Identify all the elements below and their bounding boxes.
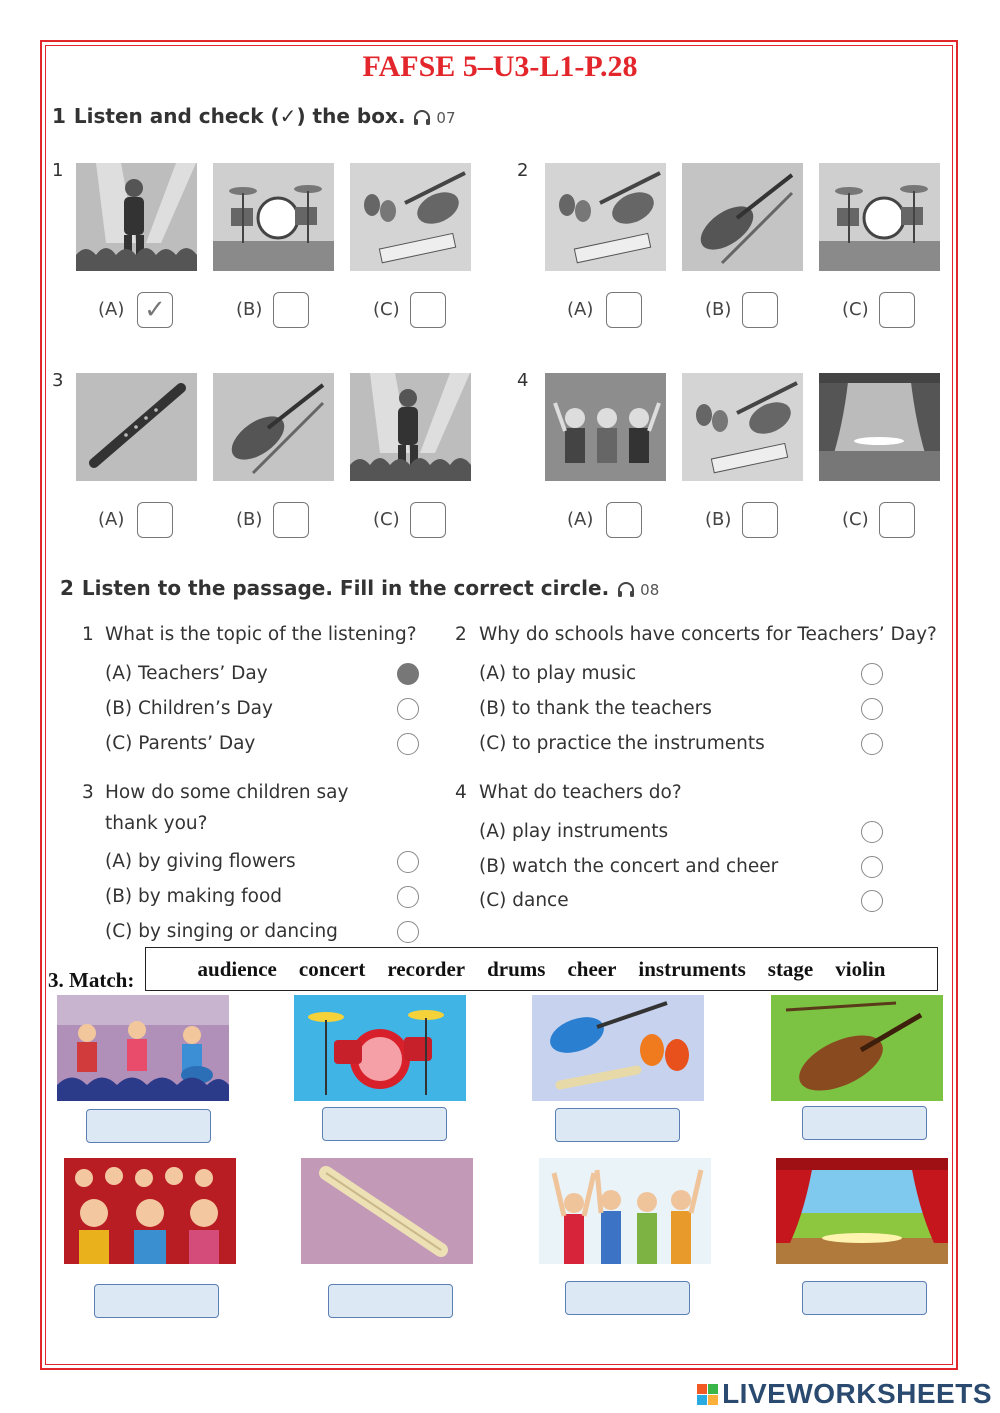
s1-q2-pic-a-instruments: [545, 163, 666, 271]
s2-q3-radio-a[interactable]: [397, 851, 419, 873]
headphones-icon: [412, 108, 432, 128]
s2-q1-number: 1: [82, 624, 94, 645]
s1-q2-number: 2: [517, 160, 529, 181]
s2-q1-option-c: (C) Parents’ Day: [105, 733, 256, 754]
s2-q1-radio-c[interactable]: [397, 733, 419, 755]
s2-q2-number: 2: [455, 624, 467, 645]
s2-q2-option-c: (C) to practice the instruments: [479, 733, 765, 754]
match-pic-cheer: [539, 1158, 711, 1264]
s2-q4-option-a: (A) play instruments: [479, 821, 669, 842]
answer-box-3[interactable]: [555, 1108, 680, 1142]
word-violin[interactable]: violin: [835, 956, 886, 981]
s2-q3-option-b: (B) by making food: [105, 886, 283, 907]
s1-q4-pic-c-stage: [819, 373, 940, 481]
s1-q3-pic-c-singer: [350, 373, 471, 481]
s1-q1-option-a: (A): [98, 299, 125, 320]
s1-q1-pic-c-instruments: [350, 163, 471, 271]
s2-q3-radio-b[interactable]: [397, 886, 419, 908]
match-pic-instruments: [532, 995, 704, 1101]
s1-q3-checkbox-a[interactable]: [137, 502, 173, 538]
section2-heading: [60, 576, 659, 600]
s2-q4-option-b: (B) watch the concert and cheer: [479, 856, 779, 877]
s1-q3-option-c: (C): [373, 509, 400, 530]
s1-q2-option-c: (C): [842, 299, 869, 320]
s2-q4-radio-b[interactable]: [861, 856, 883, 878]
s1-q2-option-b: (B): [705, 299, 732, 320]
section2-number: 2: [60, 576, 74, 600]
s1-q3-number: 3: [52, 370, 64, 391]
s2-q3-radio-c[interactable]: [397, 921, 419, 943]
s1-q3-option-a: (A): [98, 509, 125, 530]
word-audience[interactable]: audience: [197, 956, 277, 981]
word-cheer[interactable]: cheer: [567, 956, 617, 981]
s2-q1-option-b: (B) Children’s Day: [105, 698, 273, 719]
s1-q4-checkbox-b[interactable]: [742, 502, 778, 538]
s2-q3-question-line2: thank you?: [105, 813, 208, 834]
s2-q3-number: 3: [82, 782, 94, 803]
section2-track: 08: [640, 581, 660, 599]
match-pic-recorder: [301, 1158, 473, 1264]
s2-q1-radio-a[interactable]: [397, 663, 419, 685]
answer-box-1[interactable]: [86, 1109, 211, 1143]
s1-q4-option-a: (A): [567, 509, 594, 530]
s2-q1-option-a: (A) Teachers’ Day: [105, 663, 268, 684]
worksheet-title: FAFSE 5–U3-L1-P.28: [362, 50, 638, 83]
s1-q2-checkbox-a[interactable]: [606, 292, 642, 328]
s1-q3-option-b: (B): [236, 509, 263, 530]
s2-q3-question-line1: How do some children say: [105, 782, 349, 803]
s1-q4-number: 4: [517, 370, 529, 391]
s1-q1-checkbox-b[interactable]: [273, 292, 309, 328]
checkmark-icon: ✓: [144, 295, 166, 325]
s2-q4-radio-a[interactable]: [861, 821, 883, 843]
s1-q1-option-b: (B): [236, 299, 263, 320]
s2-q2-radio-b[interactable]: [861, 698, 883, 720]
s1-q2-checkbox-c[interactable]: [879, 292, 915, 328]
headphones-icon: [616, 580, 636, 600]
s1-q4-option-c: (C): [842, 509, 869, 530]
answer-box-8[interactable]: [802, 1281, 927, 1315]
s2-q1-question: What is the topic of the listening?: [105, 624, 417, 645]
match-pic-concert: [57, 995, 229, 1101]
word-instruments[interactable]: instruments: [638, 956, 746, 981]
match-pic-stage: [776, 1158, 948, 1264]
s1-q3-checkbox-b[interactable]: [273, 502, 309, 538]
s1-q4-pic-b-instruments: [682, 373, 803, 481]
section1-instruction: Listen and check (✓) the box.: [73, 104, 406, 128]
s1-q2-pic-b-violin: [682, 163, 803, 271]
s1-q3-pic-b-violin: [213, 373, 334, 481]
answer-box-2[interactable]: [322, 1107, 447, 1141]
s2-q2-option-a: (A) to play music: [479, 663, 637, 684]
section2-instruction: Listen to the passage. Fill in the correct circle.: [81, 576, 610, 600]
s2-q3-option-c: (C) by singing or dancing: [105, 921, 338, 942]
word-bank: [145, 947, 938, 991]
s1-q4-option-b: (B): [705, 509, 732, 530]
answer-box-6[interactable]: [328, 1284, 453, 1318]
answer-box-4[interactable]: [802, 1106, 927, 1140]
s2-q2-radio-a[interactable]: [861, 663, 883, 685]
logo-icon: [697, 1384, 718, 1405]
s2-q4-number: 4: [455, 782, 467, 803]
word-stage[interactable]: stage: [767, 956, 814, 981]
s1-q1-pic-a-singer: [76, 163, 197, 271]
s1-q1-checkbox-a[interactable]: [137, 292, 173, 328]
word-drums[interactable]: drums: [487, 956, 546, 981]
s2-q3-option-a: (A) by giving flowers: [105, 851, 296, 872]
s2-q4-option-c: (C) dance: [479, 890, 569, 911]
s1-q1-checkbox-c[interactable]: [410, 292, 446, 328]
answer-box-5[interactable]: [94, 1284, 219, 1318]
match-pic-drums: [294, 995, 466, 1101]
s1-q1-option-c: (C): [373, 299, 400, 320]
s1-q4-pic-a-children-cheering: [545, 373, 666, 481]
liveworksheets-logo: [697, 1378, 992, 1410]
s1-q3-pic-a-recorder: [76, 373, 197, 481]
logo-text: LIVEWORKSHEETS: [722, 1378, 992, 1409]
s2-q2-question: Why do schools have concerts for Teachers’ Day?: [479, 624, 937, 645]
s1-q1-number: 1: [52, 160, 64, 181]
section1-number: 1: [52, 104, 66, 128]
s2-q2-option-b: (B) to thank the teachers: [479, 698, 712, 719]
s1-q1-pic-b-drums: [213, 163, 334, 271]
match-pic-violin: [771, 995, 943, 1101]
answer-box-7[interactable]: [565, 1281, 690, 1315]
s2-q2-radio-c[interactable]: [861, 733, 883, 755]
s2-q1-radio-b[interactable]: [397, 698, 419, 720]
section3-label: 3. Match:: [48, 968, 135, 992]
s1-q2-checkbox-b[interactable]: [742, 292, 778, 328]
s1-q2-option-a: (A): [567, 299, 594, 320]
s1-q3-checkbox-c[interactable]: [410, 502, 446, 538]
s1-q4-checkbox-c[interactable]: [879, 502, 915, 538]
word-recorder[interactable]: recorder: [387, 956, 466, 981]
s1-q2-pic-c-drums: [819, 163, 940, 271]
s1-q4-checkbox-a[interactable]: [606, 502, 642, 538]
match-pic-audience: [64, 1158, 236, 1264]
word-concert[interactable]: concert: [298, 956, 366, 981]
section1-heading: [52, 104, 456, 128]
section1-track: 07: [436, 109, 456, 127]
s2-q4-question: What do teachers do?: [479, 782, 682, 803]
s2-q4-radio-c[interactable]: [861, 890, 883, 912]
